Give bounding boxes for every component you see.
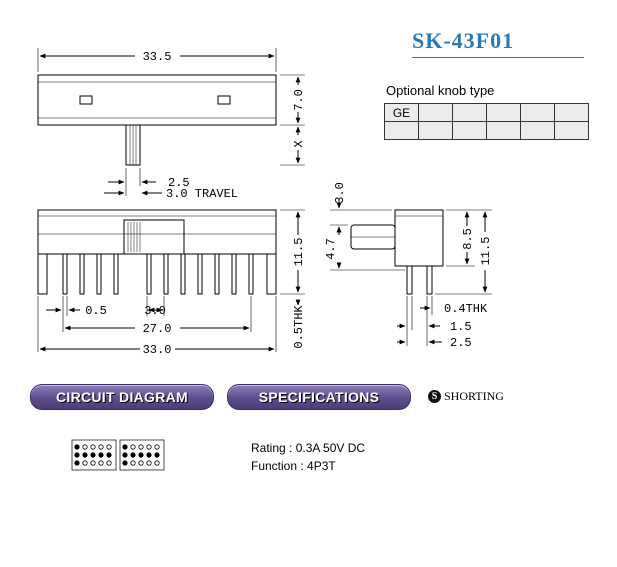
circuit-schematic bbox=[72, 440, 164, 470]
knob-cell bbox=[555, 104, 589, 122]
knob-cell bbox=[487, 104, 521, 122]
circuit-pins-right bbox=[123, 445, 159, 465]
dim-0-5-thk: 0.5THK bbox=[292, 305, 306, 349]
knob-cell bbox=[419, 104, 453, 122]
dim-0-4-thk: 0.4THK bbox=[444, 302, 488, 316]
knob-row-1 bbox=[385, 104, 589, 122]
dim-side-11-5: 11.5 bbox=[479, 236, 493, 266]
knob-cell bbox=[385, 122, 419, 140]
dim-33-0: 33.0 bbox=[142, 343, 172, 357]
dim-pitch-3-0: 3.0 bbox=[144, 304, 166, 318]
circuit-diagram-button[interactable] bbox=[30, 384, 214, 410]
function-text: Function : 4P3T bbox=[251, 459, 336, 473]
knob-cell bbox=[521, 122, 555, 140]
dim-pitch-0-5: 0.5 bbox=[85, 304, 107, 318]
circuit-pins-left bbox=[75, 445, 111, 465]
knob-cell bbox=[555, 122, 589, 140]
specifications-label: SPECIFICATIONS bbox=[258, 389, 380, 405]
dim-side-4-7: 4.7 bbox=[324, 238, 338, 260]
dim-side-2-5: 2.5 bbox=[450, 336, 472, 350]
knob-type-label: Optional knob type bbox=[386, 83, 495, 98]
dim-x: X bbox=[292, 140, 306, 148]
rating-text: Rating : 0.3A 50V DC bbox=[251, 441, 366, 455]
circuit-diagram-label: CIRCUIT DIAGRAM bbox=[55, 389, 189, 405]
dim-front-11-5: 11.5 bbox=[292, 237, 306, 267]
front-view bbox=[38, 210, 305, 352]
knob-cell bbox=[453, 122, 487, 140]
knob-cell: GE bbox=[385, 104, 419, 122]
top-view bbox=[38, 48, 305, 196]
dim-travel: 3.0 TRAVEL bbox=[166, 187, 239, 201]
dim-side-8-5: 8.5 bbox=[461, 228, 475, 250]
dim-side-1-5: 1.5 bbox=[450, 320, 472, 334]
knob-type-table bbox=[384, 103, 589, 140]
dim-side-3-0: 3.0 bbox=[333, 182, 347, 204]
knob-cell bbox=[453, 104, 487, 122]
knob-cell bbox=[419, 122, 453, 140]
title-underline bbox=[412, 57, 584, 58]
dim-27-0: 27.0 bbox=[142, 322, 172, 336]
dim-2-5-top: 2.5 bbox=[168, 176, 190, 190]
shorting-icon: S bbox=[428, 390, 441, 403]
shorting-indicator bbox=[428, 389, 504, 404]
knob-cell bbox=[487, 122, 521, 140]
dim-height-7: 7.0 bbox=[292, 89, 306, 111]
shorting-label: SHORTING bbox=[444, 389, 504, 403]
knob-row-2 bbox=[385, 122, 589, 140]
specifications-button[interactable] bbox=[227, 384, 411, 410]
knob-cell bbox=[521, 104, 555, 122]
dim-top-width: 33.5 bbox=[142, 50, 172, 64]
model-title: SK-43F01 bbox=[412, 28, 515, 53]
